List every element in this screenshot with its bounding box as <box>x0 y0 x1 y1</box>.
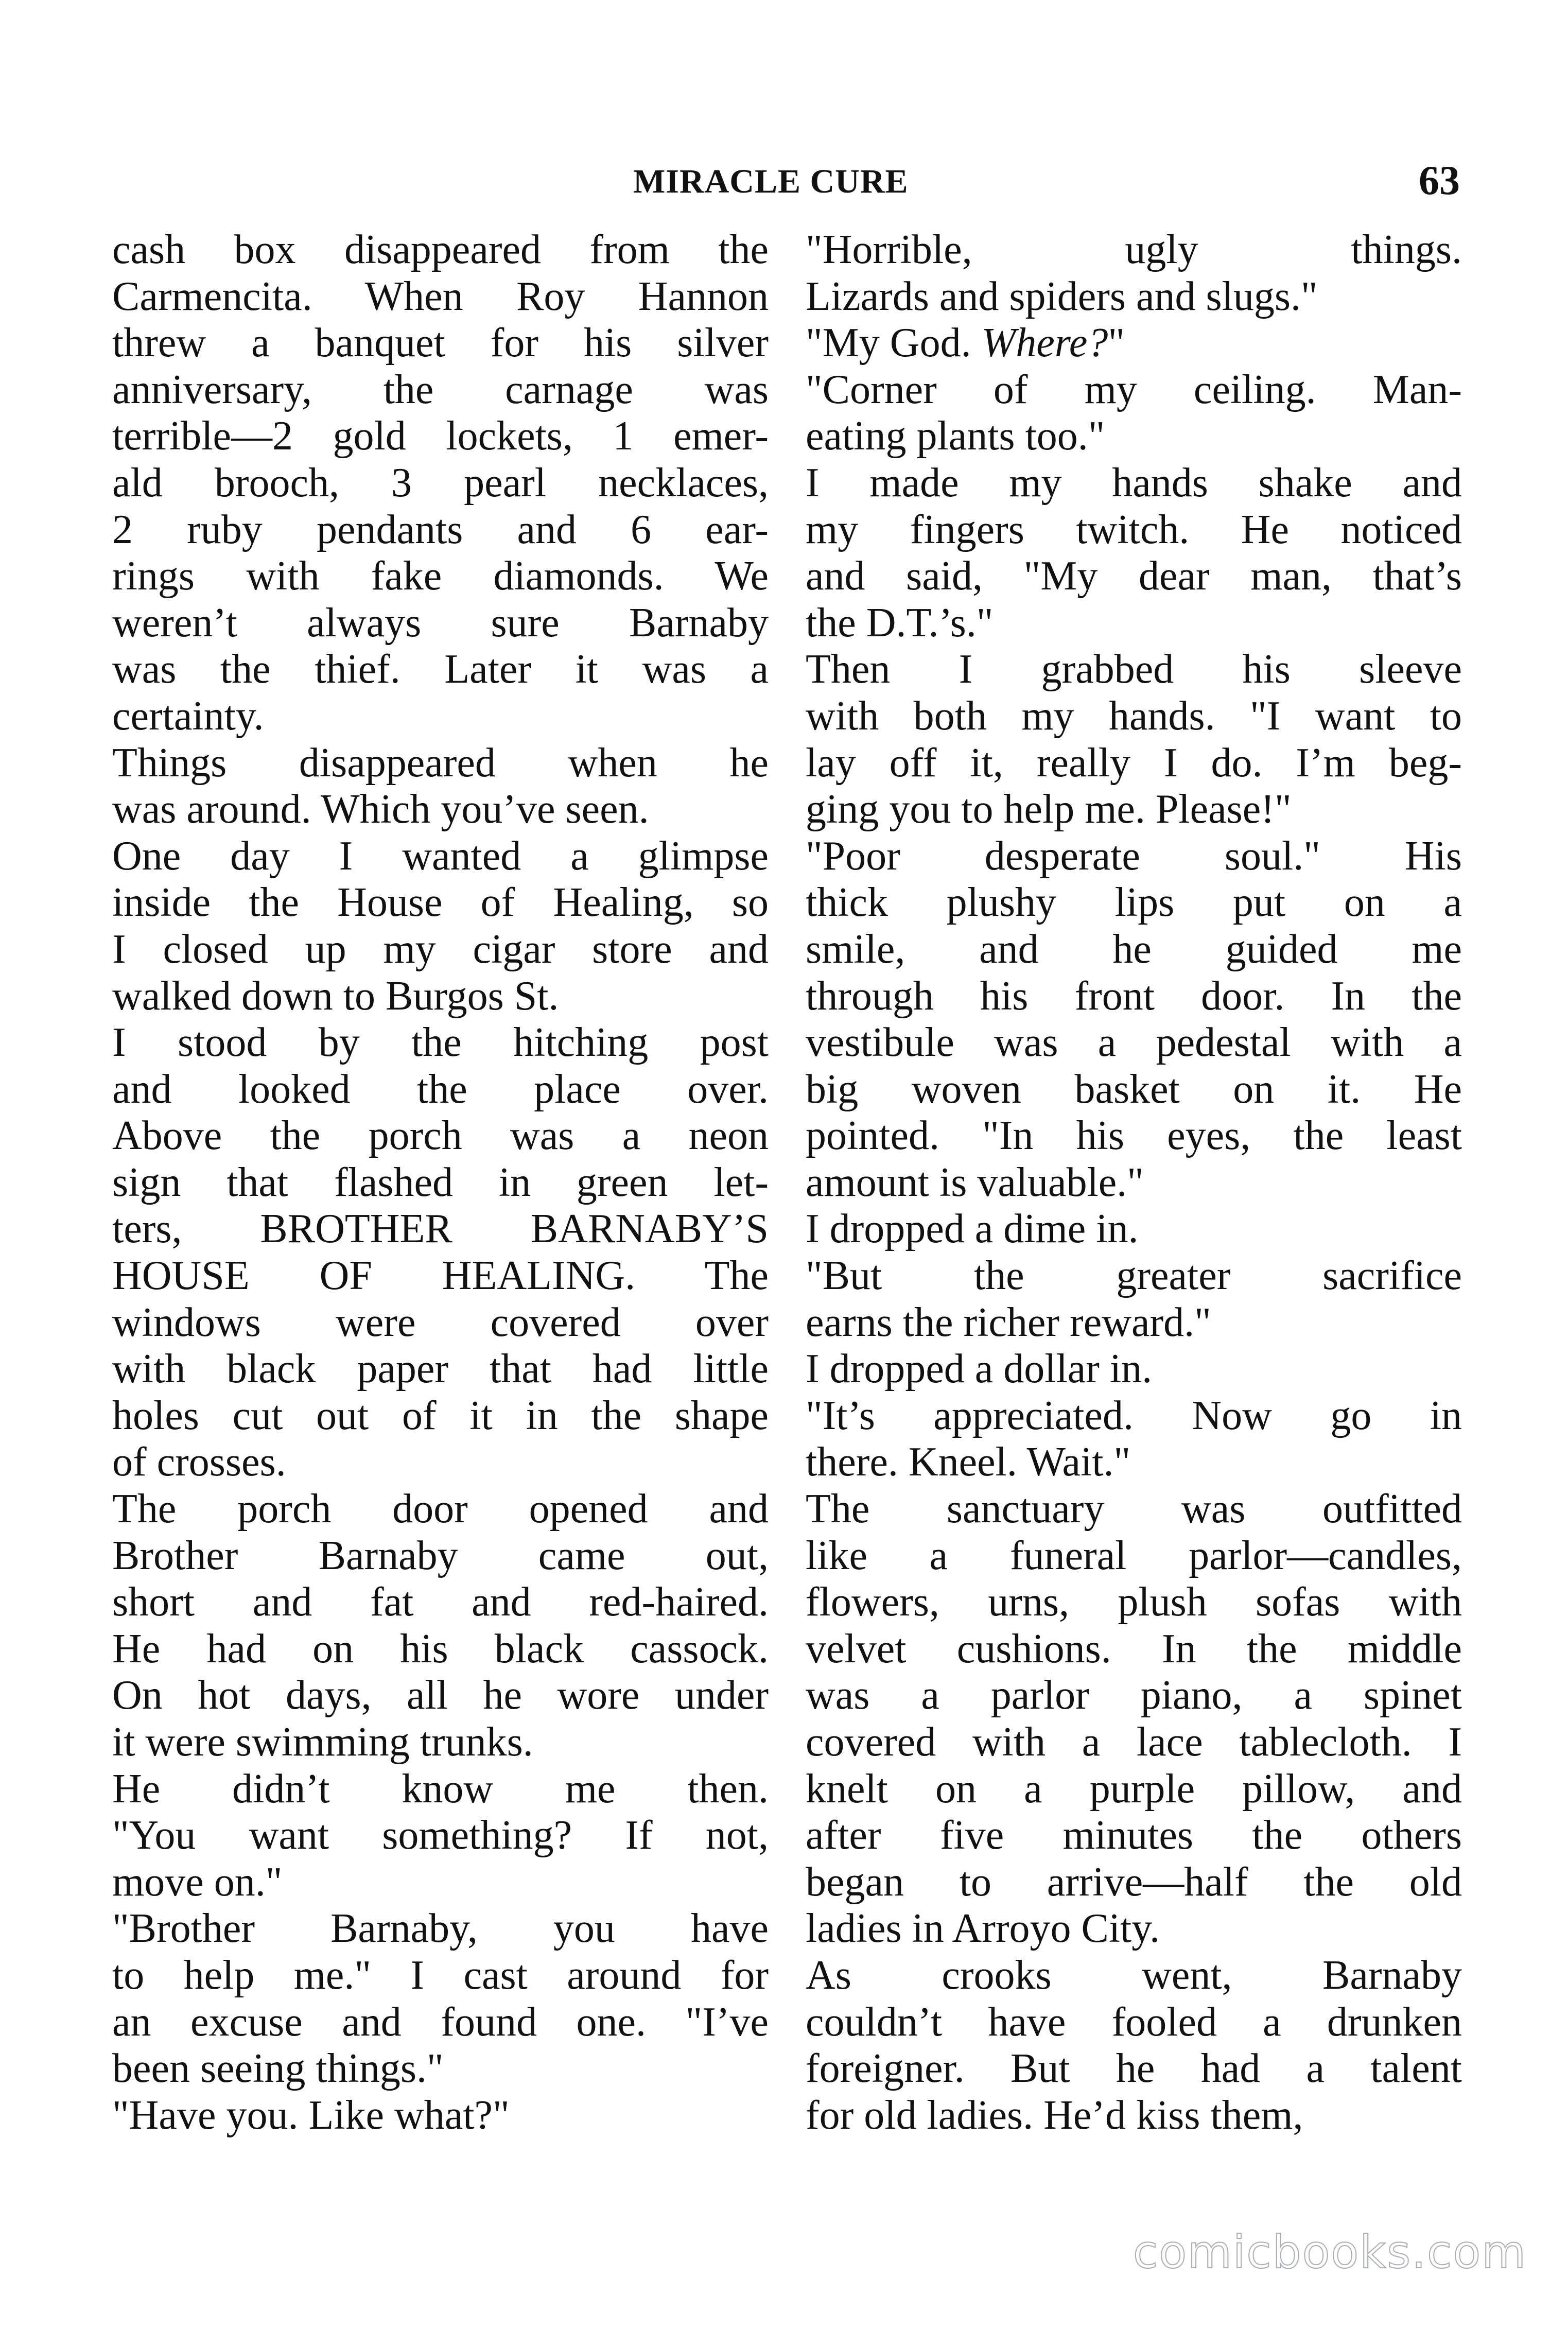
text-line: to help me." I cast around for <box>112 1952 769 1998</box>
text-line: I closed up my cigar store and <box>112 926 769 972</box>
italic-text: Where? <box>981 320 1108 366</box>
text-line: amount is valuable." <box>806 1159 1144 1205</box>
text-line: with black paper that had little <box>112 1346 769 1392</box>
paragraph <box>806 460 1462 646</box>
text-line: covered with a lace tablecloth. I <box>806 1719 1462 1765</box>
running-head: MIRACLE CURE <box>633 163 909 200</box>
text-line: As crooks went, Barnaby <box>806 1952 1462 1998</box>
text-line: The sanctuary was outfitted <box>806 1486 1462 1532</box>
text-line: it were swimming trunks. <box>112 1719 533 1765</box>
text-line: foreigner. But he had a talent <box>806 2046 1462 2092</box>
text-line: He didn’t know me then. <box>112 1766 769 1812</box>
text-line: "But the greater sacrifice <box>806 1253 1462 1299</box>
text-line: velvet cushions. In the middle <box>806 1626 1462 1672</box>
text-line: was the thief. Later it was a <box>112 647 769 692</box>
text-line: "Poor desperate soul." His <box>806 833 1462 879</box>
text-line: sign that flashed in green let- <box>112 1159 769 1205</box>
text-line: "Brother Barnaby, you have <box>112 1906 769 1952</box>
text-line: threw a banquet for his silver <box>112 320 769 366</box>
text-line: "Corner of my ceiling. Man- <box>806 367 1462 412</box>
text-line <box>806 320 1462 367</box>
text-line: Above the porch was a neon <box>112 1113 769 1159</box>
paragraph <box>806 367 1462 460</box>
text-line: I stood by the hitching post <box>112 1020 769 1066</box>
paragraph <box>112 1905 769 2092</box>
text-line: I made my hands shake and <box>806 460 1462 506</box>
text-line: after five minutes the others <box>806 1813 1462 1858</box>
text-line: walked down to Burgos St. <box>112 973 559 1019</box>
text-line: was a parlor piano, a spinet <box>806 1673 1462 1718</box>
text-line: holes cut out of it in the shape <box>112 1393 769 1438</box>
text-line: for old ladies. He’d kiss them, <box>806 2092 1303 2138</box>
text-line: rings with fake diamonds. We <box>112 553 769 599</box>
text-line: been seeing things." <box>112 2046 444 2092</box>
paragraph <box>112 1019 769 1486</box>
text-line: terrible—2 gold lockets, 1 emer- <box>112 413 769 459</box>
text-line: I dropped a dollar in. <box>806 1346 1153 1392</box>
text-line: earns the richer reward." <box>806 1299 1211 1345</box>
text-line: my fingers twitch. He noticed <box>806 507 1462 552</box>
text-line: began to arrive—half the old <box>806 1859 1462 1905</box>
text-line: was around. Which you’ve seen. <box>112 787 649 832</box>
text-line: "Have you. Like what?" <box>112 2092 510 2138</box>
text-line: Carmencita. When Roy Hannon <box>112 273 769 319</box>
paragraph <box>806 1952 1462 2138</box>
text-line: lay off it, really I do. I’m beg- <box>806 740 1462 786</box>
text-line: of crosses. <box>112 1439 286 1485</box>
text-line: flowers, urns, plush sofas with <box>806 1579 1462 1625</box>
paragraph <box>806 833 1462 1206</box>
text-span: "My God. <box>806 320 982 366</box>
text-line: smile, and he guided me <box>806 926 1462 972</box>
paragraph <box>806 1346 1462 1393</box>
text-line: One day I wanted a glimpse <box>112 833 769 879</box>
text-line: Then I grabbed his sleeve <box>806 647 1462 692</box>
text-line: ging you to help me. Please!" <box>806 787 1292 832</box>
right-column <box>806 227 1462 2138</box>
text-line: move on." <box>112 1859 283 1905</box>
text-line: I dropped a dime in. <box>806 1206 1139 1252</box>
page-number: 63 <box>1419 158 1460 203</box>
text-line: The porch door opened and <box>112 1486 769 1532</box>
text-line: He had on his black cassock. <box>112 1626 769 1672</box>
text-line: HOUSE OF HEALING. The <box>112 1253 769 1299</box>
text-line: couldn’t have fooled a drunken <box>806 1999 1462 2045</box>
text-line: with both my hands. "I want to <box>806 693 1462 739</box>
paragraph <box>806 1206 1462 1253</box>
text-line: big woven basket on it. He <box>806 1066 1462 1112</box>
text-line: there. Kneel. Wait." <box>806 1439 1131 1485</box>
text-line: inside the House of Healing, so <box>112 880 769 926</box>
text-line: ladies in Arroyo City. <box>806 1906 1160 1952</box>
text-line: On hot days, all he wore under <box>112 1673 769 1718</box>
text-line: Lizards and spiders and slugs." <box>806 273 1318 319</box>
text-line: windows were covered over <box>112 1299 769 1345</box>
text-line: knelt on a purple pillow, and <box>806 1766 1462 1812</box>
paragraph <box>806 1393 1462 1486</box>
paragraph <box>806 227 1462 320</box>
paragraph <box>112 227 769 740</box>
paragraph <box>112 740 769 833</box>
text-line: short and fat and red-haired. <box>112 1579 769 1625</box>
text-span: " <box>1108 320 1125 366</box>
text-line: vestibule was a pedestal with a <box>806 1020 1462 1066</box>
paragraph <box>112 1766 769 1906</box>
paragraph <box>112 833 769 1019</box>
text-line: and said, "My dear man, that’s <box>806 553 1462 599</box>
text-line: through his front door. In the <box>806 973 1462 1019</box>
paragraph <box>112 2092 769 2139</box>
text-line: like a funeral parlor—candles, <box>806 1533 1462 1578</box>
paragraph <box>806 320 1462 367</box>
text-line: cash box disappeared from the <box>112 227 769 272</box>
text-line: "It’s appreciated. Now go in <box>806 1393 1462 1438</box>
text-line: anniversary, the carnage was <box>112 367 769 412</box>
text-line: an excuse and found one. "I’ve <box>112 1999 769 2045</box>
text-line: certainty. <box>112 693 264 739</box>
text-line: ters, BROTHER BARNABY’S <box>112 1206 769 1252</box>
text-line: thick plushy lips put on a <box>806 880 1462 926</box>
watermark-logo: comicbooks.com <box>1133 2225 1527 2279</box>
paragraph <box>806 1253 1462 1346</box>
text-line: Brother Barnaby came out, <box>112 1533 769 1578</box>
text-line: and looked the place over. <box>112 1066 769 1112</box>
text-line: the D.T.’s." <box>806 600 994 646</box>
text-line: pointed. "In his eyes, the least <box>806 1113 1462 1159</box>
paragraph <box>112 1486 769 1766</box>
text-line: eating plants too." <box>806 413 1105 459</box>
paragraph <box>806 646 1462 832</box>
text-line: "You want something? If not, <box>112 1813 769 1858</box>
text-line: weren’t always sure Barnaby <box>112 600 769 646</box>
text-line: "Horrible, ugly things. <box>806 227 1462 272</box>
text-line: Things disappeared when he <box>112 740 769 786</box>
paragraph <box>806 1486 1462 1952</box>
left-column <box>112 227 769 2138</box>
text-line: 2 ruby pendants and 6 ear- <box>112 507 769 552</box>
text-line: ald brooch, 3 pearl necklaces, <box>112 460 769 506</box>
